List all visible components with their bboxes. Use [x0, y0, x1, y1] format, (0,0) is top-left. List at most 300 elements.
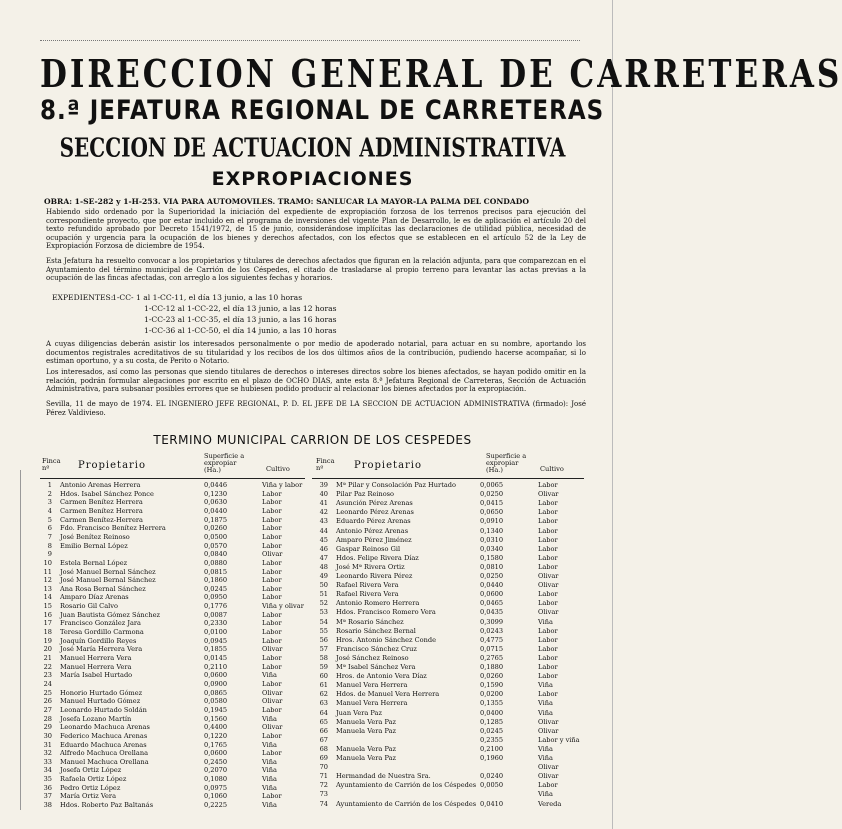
table-row — [316, 672, 586, 681]
crop-type: Labor — [538, 626, 558, 635]
owner-name: Emilio Bernal López — [60, 541, 128, 550]
table-row — [316, 627, 586, 636]
area-value: 0,2330 — [204, 619, 228, 628]
area-value: 0,1875 — [204, 515, 228, 524]
table-row — [316, 581, 586, 590]
finca-number: 45 — [319, 535, 328, 544]
table-row — [316, 718, 586, 727]
table-row — [316, 709, 586, 718]
crop-type: Olivar — [538, 490, 559, 499]
table-row — [316, 608, 586, 617]
table-row — [40, 706, 310, 715]
owner-name: Fdo. Francisco Benítez Herrera — [60, 524, 166, 533]
finca-number: 58 — [319, 653, 328, 662]
finca-number: 7 — [47, 532, 52, 541]
finca-number: 63 — [319, 699, 328, 708]
area-value: 0,2450 — [204, 757, 228, 766]
table-row — [40, 741, 310, 750]
crop-type: Vereda — [538, 799, 562, 808]
paragraph-2: Esta Jefatura ha resuelto convocar a los propietarios y titulares de derechos afectados que figuran en la relación adjunta, para que comparezcan en el Ayuntamiento del término municipal de Carrión de los Céspedes, el citado de trasladarse al propio terreno para levantar las actas previas a la ocupación de las fincas afectadas, con arreglo a los siguientes fechas y horarios. — [46, 257, 586, 283]
area-value: 0,4400 — [204, 723, 228, 732]
table-row — [40, 524, 310, 533]
left-margin-rule — [20, 470, 21, 810]
owner-name: Ana Rosa Bernal Sánchez — [60, 584, 146, 593]
expedientes-label: EXPEDIENTES: — [52, 293, 114, 302]
crop-type: Olivar — [262, 723, 283, 732]
paragraph-1: Habiendo sido ordenado por la Superioridad la iniciación del expediente de expropiación forzosa de los terrenos precisos para ejecución del correspondiente proyecto, que por estar incluido en el programa de inversiones del vigente Plan de Desarrollo, le es de aplicación el artículo 20 del texto refundido aprobado por Decreto 1541/1972, de 15 de junio, considerándose implícitas las declaraciones de utilidad pública, necesidad de ocupación y urgencia para la ocupación de los bienes y derechos afectados, con los efectos que se establecen en el artículo 52 de la Ley de Expropiación Forzosa de diciembre de 1954. — [46, 208, 586, 251]
finca-number: 41 — [319, 499, 328, 508]
finca-number: 19 — [43, 636, 52, 645]
finca-number: 32 — [43, 749, 52, 758]
finca-number: 6 — [47, 524, 52, 533]
crop-type: Labor — [262, 593, 282, 602]
table-row — [40, 628, 310, 637]
finca-number: 29 — [43, 723, 52, 732]
table-row — [40, 576, 310, 585]
crop-type: Labor — [538, 781, 558, 790]
area-value: 0,1560 — [204, 714, 228, 723]
table-row — [40, 671, 310, 680]
owner-name: José Benítez Reinoso — [60, 532, 130, 541]
owner-name: Leonardo Hurtado Soldán — [60, 705, 147, 714]
table-row — [40, 663, 310, 672]
crop-type: Labor — [538, 690, 558, 699]
owner-name: Carmen Benítez Herrera — [60, 506, 143, 515]
municipio-heading: TERMINO MUNICIPAL CARRION DE LOS CESPEDES — [153, 433, 472, 447]
crop-type: Labor — [538, 599, 558, 608]
finca-number: 31 — [43, 740, 52, 749]
crop-type: Labor — [262, 576, 282, 585]
area-value: 0,0840 — [204, 550, 228, 559]
owner-name: Manuela Vera Paz — [336, 717, 396, 726]
table-row — [40, 516, 310, 525]
crop-type: Olivar — [262, 688, 283, 697]
table-row — [40, 490, 310, 499]
expedientes-row-1: 1-CC- 1 al 1-CC-11, el día 13 junio, a las 10 horas — [112, 293, 303, 302]
crop-type: Labor — [262, 524, 282, 533]
table-row — [316, 800, 586, 809]
table-row — [316, 781, 586, 790]
finca-number: 70 — [319, 763, 328, 772]
area-value: 0,1060 — [204, 792, 228, 801]
area-value: 0,0600 — [204, 671, 228, 680]
finca-number: 28 — [43, 714, 52, 723]
crop-type: Viña — [262, 757, 277, 766]
table-row — [316, 772, 586, 781]
finca-number: 17 — [43, 619, 52, 628]
crop-type: Olivar — [538, 726, 559, 735]
crop-type: Viña — [538, 617, 553, 626]
right-header-rule — [312, 478, 584, 479]
left-header-cultivo: Cultivo — [266, 465, 290, 473]
area-value: 0,0975 — [204, 783, 228, 792]
owner-name: Manuela Vera Paz — [336, 744, 396, 753]
finca-number: 54 — [319, 617, 328, 626]
finca-number: 60 — [319, 672, 328, 681]
top-dotted-rule — [40, 40, 580, 41]
table-row — [40, 498, 310, 507]
crop-type: Olivar — [538, 572, 559, 580]
finca-number: 11 — [43, 567, 52, 576]
owner-name: Amparo Díaz Arenas — [60, 593, 129, 602]
table-row — [316, 736, 586, 745]
crop-type: Labor — [538, 644, 558, 653]
owner-name: Manuela Vera Paz — [336, 754, 396, 762]
finca-number: 44 — [319, 526, 328, 535]
finca-number: 3 — [47, 498, 52, 507]
finca-number: 48 — [319, 562, 328, 571]
paragraph-3: A cuyas diligencias deberán asistir los interesados personalmente o por medio de apoderado notarial, para actuar en su nombre, aportando los documentos registrales acreditativos de su titularidad y los recibos de los dos últimos años de la contribución, pudiendo hacerse acompañar, si lo estiman oportuno, y a su costa, de Perito o Notario. — [46, 340, 586, 366]
owner-name: Eduardo Pérez Arenas — [336, 517, 411, 526]
table-row — [316, 599, 586, 608]
owner-name: Teresa Gordillo Carmona — [60, 628, 144, 637]
expedientes-row-2: 1-CC-12 al 1-CC-22, el día 13 junio, a las 12 horas — [144, 304, 337, 313]
area-value: 0,0087 — [204, 610, 228, 619]
area-value: 0,0945 — [204, 636, 228, 645]
finca-number: 30 — [43, 731, 52, 740]
obra-line: OBRA: 1-SE-282 y 1-H-253. VIA PARA AUTOMOVILES. TRAMO: SANLUCAR LA MAYOR-LA PALMA DEL CONDADO — [44, 197, 529, 206]
area-value: 0,0245 — [480, 726, 504, 735]
table-row — [316, 572, 586, 581]
area-value: 0,0260 — [204, 524, 228, 533]
left-header-rule — [40, 478, 305, 479]
crop-type: Labor — [262, 584, 282, 593]
owner-name: Leonardo Rivera Pérez — [336, 572, 413, 580]
table-row — [316, 636, 586, 645]
table-row — [316, 517, 586, 526]
area-value: 0,0446 — [204, 481, 228, 489]
crop-type: Labor — [538, 517, 558, 526]
crop-type: Labor — [262, 679, 282, 688]
paragraph-5: Sevilla, 11 de mayo de 1974. EL INGENIERO JEFE REGIONAL, P. D. EL JEFE DE LA SECCION DE ACTUACION ADMINISTRATIVA (firmado): José Pérez Valdivieso. — [46, 400, 586, 417]
finca-number: 55 — [319, 626, 328, 635]
area-value: 0,0880 — [204, 558, 228, 567]
owner-name: Asunción Pérez Arenas — [336, 499, 413, 508]
area-value: 0,1765 — [204, 740, 228, 749]
area-value: 0,0865 — [204, 688, 228, 697]
finca-number: 14 — [43, 593, 52, 602]
finca-number: 59 — [319, 663, 328, 671]
owner-name: Manuel Vera Herrera — [336, 681, 408, 690]
owner-name: Juan Bautista Gómez Sánchez — [60, 610, 160, 619]
area-value: 0,0900 — [204, 679, 228, 688]
area-value: 0,1580 — [480, 553, 504, 562]
owner-name: Mª Rosario Sánchez — [336, 617, 404, 626]
crop-type: Viña — [262, 740, 277, 749]
finca-number: 37 — [43, 792, 52, 801]
finca-number: 4 — [47, 506, 52, 515]
owner-name: Amparo Pérez Jiménez — [336, 535, 412, 544]
heading-seccion-actuacion: SECCION DE ACTUACION ADMINISTRATIVA — [59, 132, 566, 164]
owner-name: José María Herrera Vera — [60, 645, 143, 654]
finca-number: 23 — [43, 671, 52, 680]
area-value: 0,1945 — [204, 705, 228, 714]
finca-number: 26 — [43, 697, 52, 706]
crop-type: Viña — [538, 708, 553, 717]
owner-name: Hdos. de Manuel Vera Herrera — [336, 690, 440, 699]
area-value: 0,0570 — [204, 541, 228, 550]
area-value: 0,1355 — [480, 699, 504, 708]
owner-name: Rafael Rivera Vera — [336, 581, 399, 590]
table-row — [316, 654, 586, 663]
area-value: 0,0050 — [480, 781, 504, 790]
right-header-cultivo: Cultivo — [540, 465, 564, 473]
area-value: 0,0250 — [480, 572, 504, 580]
crop-type: Viña — [262, 766, 277, 775]
table-row — [316, 745, 586, 754]
finca-number: 53 — [319, 608, 328, 617]
owner-name: Hermandad de Nuestra Sra. — [336, 772, 431, 781]
crop-type: Labor — [262, 705, 282, 714]
owner-name: José Manuel Bernal Sánchez — [60, 567, 156, 576]
finca-number: 66 — [319, 726, 328, 735]
area-value: 0,0815 — [204, 567, 228, 576]
owner-name: José Mª Rivera Ortiz — [336, 562, 405, 571]
area-value: 0,1855 — [204, 645, 228, 654]
crop-type: Olivar — [538, 717, 559, 726]
finca-number: 22 — [43, 662, 52, 671]
area-value: 0,0243 — [480, 626, 504, 635]
owner-name: Manuel Herrera Vera — [60, 662, 132, 671]
heading-jefatura-regional: 8.ª JEFATURA REGIONAL DE CARRETERAS — [40, 96, 605, 126]
crop-type: Labor y viña — [538, 735, 580, 744]
finca-number: 72 — [319, 781, 328, 790]
crop-type: Labor — [262, 610, 282, 619]
crop-type: Labor — [262, 636, 282, 645]
owner-name: Rafael Rivera Vera — [336, 590, 399, 599]
finca-number: 10 — [43, 558, 52, 567]
area-value: 0,0310 — [480, 535, 504, 544]
finca-number: 27 — [43, 705, 52, 714]
table-row — [40, 801, 310, 810]
owner-name: Hros. de Antonio Vera Díaz — [336, 672, 427, 681]
expedientes-row-4: 1-CC-36 al 1-CC-50, el día 14 junio, a las 10 horas — [144, 326, 337, 335]
crop-type: Labor — [262, 506, 282, 515]
table-row — [316, 481, 586, 490]
finca-number: 56 — [319, 635, 328, 644]
area-value: 0,1230 — [204, 489, 228, 498]
table-row — [316, 790, 586, 799]
area-value: 0,0580 — [204, 697, 228, 706]
paragraph-4: Los interesados, así como las personas que siendo titulares de derechos o intereses directos sobre los bienes afectados, se hayan podido omitir en la relación, podrán formular alegaciones por escrito en el plazo de OCHO DIAS, ante esta 8.ª Jefatura Regional de Carreteras, Sección de Actuación Administrativa, para subsanar posibles errores que se hubiesen podido producir al relacionar los bienes afectados por la expropiación. — [46, 368, 586, 394]
area-value: 0,0100 — [204, 628, 228, 637]
owner-name: Manuel Herrera Vera — [60, 654, 132, 662]
heading-direccion-general: DIRECCION GENERAL DE CARRETERAS — [40, 52, 842, 97]
crop-type: Labor — [262, 731, 282, 740]
owner-name: Pilar Paz Reinoso — [336, 490, 395, 499]
owner-name: María Ortiz Vera — [60, 792, 116, 801]
right-margin-rule — [612, 0, 613, 829]
table-row — [316, 545, 586, 554]
area-value: 0,2100 — [480, 744, 504, 753]
owner-name: Joaquín Gordillo Reyes — [60, 636, 137, 645]
crop-type: Olivar — [262, 550, 283, 559]
finca-number: 69 — [319, 754, 328, 762]
owner-name: Hdos. Felipe Rivera Díaz — [336, 553, 419, 562]
table-row — [316, 536, 586, 545]
area-value: 0,2070 — [204, 766, 228, 775]
owner-name: Manuela Vera Paz — [336, 726, 396, 735]
crop-type: Viña — [262, 775, 277, 784]
table-row — [316, 499, 586, 508]
crop-type: Viña — [262, 714, 277, 723]
owner-name: Hros. Antonio Sánchez Conde — [336, 635, 436, 644]
finca-number: 43 — [319, 517, 328, 526]
owner-name: Francisco González Jara — [60, 619, 141, 628]
table-row — [40, 559, 310, 568]
owner-name: María Isabel Hurtado — [60, 671, 133, 680]
crop-type: Labor — [262, 515, 282, 524]
table-row — [40, 533, 310, 542]
table-row — [40, 697, 310, 706]
area-value: 0,0630 — [204, 498, 228, 507]
finca-number: 62 — [319, 690, 328, 699]
crop-type: Viña — [262, 671, 277, 680]
area-value: 0,1340 — [480, 526, 504, 535]
owner-name: Hdos. Roberto Paz Baltanás — [60, 801, 154, 810]
table-row — [40, 766, 310, 775]
area-value: 0,2110 — [204, 662, 228, 671]
area-value: 0,0440 — [480, 581, 504, 590]
crop-type: Labor — [538, 481, 558, 489]
owner-name: Antonio Arenas Herrera — [60, 481, 141, 489]
crop-type: Labor — [538, 535, 558, 544]
table-row — [316, 645, 586, 654]
crop-type: Labor — [262, 749, 282, 758]
finca-number: 39 — [319, 481, 328, 489]
area-value: 0,1960 — [480, 754, 504, 762]
crop-type: Labor — [262, 498, 282, 507]
finca-number: 67 — [319, 735, 328, 744]
owner-name: Josefa Lozano Martín — [60, 714, 132, 723]
crop-type: Labor — [262, 628, 282, 637]
crop-type: Labor — [262, 792, 282, 801]
table-row — [40, 784, 310, 793]
area-value: 0,0910 — [480, 517, 504, 526]
area-value: 0,0600 — [480, 590, 504, 599]
area-value: 0,4775 — [480, 635, 504, 644]
finca-number: 68 — [319, 744, 328, 753]
crop-type: Labor — [262, 489, 282, 498]
crop-type: Labor — [262, 567, 282, 576]
owner-name: Honorio Hurtado Gómez — [60, 688, 143, 697]
owner-name: Hdos. Francisco Romero Vera — [336, 608, 436, 617]
table-row — [316, 618, 586, 627]
owner-name: Mª Isabel Sánchez Vera — [336, 663, 416, 671]
finca-number: 74 — [319, 799, 328, 808]
finca-number: 5 — [47, 515, 52, 524]
owner-name: José Sánchez Reinoso — [336, 653, 409, 662]
finca-number: 50 — [319, 581, 328, 590]
owner-name: Estela Bernal López — [60, 558, 128, 567]
owner-name: Rosario Gil Calvo — [60, 602, 118, 611]
crop-type: Labor — [538, 508, 558, 517]
table-row — [316, 727, 586, 736]
finca-number: 2 — [47, 489, 52, 498]
owner-name: Antonio Pérez Arenas — [336, 526, 409, 535]
crop-type: Labor — [538, 553, 558, 562]
crop-type: Olivar — [262, 697, 283, 706]
table-row — [40, 758, 310, 767]
left-header-finca: Finca nº — [42, 457, 61, 472]
area-value: 0,0715 — [480, 644, 504, 653]
table-row — [40, 689, 310, 698]
owner-name: Ayuntamiento de Carrión de los Céspedes — [336, 781, 477, 790]
table-row — [40, 507, 310, 516]
area-value: 0,0410 — [480, 799, 504, 808]
crop-type: Olivar — [538, 608, 559, 617]
finca-number: 1 — [47, 481, 52, 489]
finca-number: 24 — [43, 679, 52, 688]
owner-name: Josefa Ortiz López — [60, 766, 122, 775]
owner-name: Carmen Benítez Herrera — [60, 498, 143, 507]
table-row — [40, 715, 310, 724]
finca-number: 12 — [43, 576, 52, 585]
finca-number: 49 — [319, 572, 328, 580]
left-header-superficie: Superficie a expropiar (Ha.) — [204, 452, 245, 474]
crop-type: Labor — [538, 590, 558, 599]
crop-type: Labor — [538, 653, 558, 662]
finca-number: 16 — [43, 610, 52, 619]
finca-number: 51 — [319, 590, 328, 599]
table-row — [316, 563, 586, 572]
area-value: 0,1860 — [204, 576, 228, 585]
owner-name: Carmen Benítez-Herrera — [60, 515, 143, 524]
finca-number: 52 — [319, 599, 328, 608]
finca-number: 8 — [47, 541, 52, 550]
finca-number: 15 — [43, 602, 52, 611]
crop-type: Viña y olivar — [262, 602, 304, 611]
table-row — [40, 585, 310, 594]
table-row — [316, 681, 586, 690]
crop-type: Labor — [538, 635, 558, 644]
owner-name: Juan Vera Paz — [336, 708, 382, 717]
table-row — [40, 481, 310, 490]
table-row — [40, 749, 310, 758]
area-value: 0,0200 — [480, 690, 504, 699]
owner-name: Leonardo Pérez Arenas — [336, 508, 414, 517]
area-value: 0,0440 — [204, 506, 228, 515]
owner-name: Manuel Hurtado Gómez — [60, 697, 141, 706]
owner-name: Rafaela Ortiz López — [60, 775, 127, 784]
table-row — [316, 527, 586, 536]
crop-type: Olivar — [538, 763, 559, 772]
finca-number: 18 — [43, 628, 52, 637]
owner-name: Antonio Romero Herrera — [336, 599, 420, 608]
finca-number: 65 — [319, 717, 328, 726]
crop-type: Labor — [262, 662, 282, 671]
finca-number: 71 — [319, 772, 328, 781]
area-value: 0,0340 — [480, 544, 504, 553]
crop-type: Viña — [538, 754, 553, 762]
crop-type: Labor — [538, 562, 558, 571]
owner-name: Federico Machuca Arenas — [60, 731, 148, 740]
owner-name: Rosario Sánchez Bernal — [336, 626, 416, 635]
table-row — [316, 508, 586, 517]
table-row — [316, 690, 586, 699]
area-value: 0,0400 — [480, 708, 504, 717]
crop-type: Olivar — [262, 645, 283, 654]
table-row — [316, 554, 586, 563]
table-row — [316, 754, 586, 763]
area-value: 0,0245 — [204, 584, 228, 593]
owner-name: Hdos. Isabel Sánchez Ponce — [60, 489, 154, 498]
crop-type: Labor — [262, 654, 282, 662]
owner-name: Manuel Vera Herrera — [336, 699, 408, 708]
finca-number: 13 — [43, 584, 52, 593]
table-row — [316, 699, 586, 708]
owner-name: Eduardo Machuca Arenas — [60, 740, 147, 749]
